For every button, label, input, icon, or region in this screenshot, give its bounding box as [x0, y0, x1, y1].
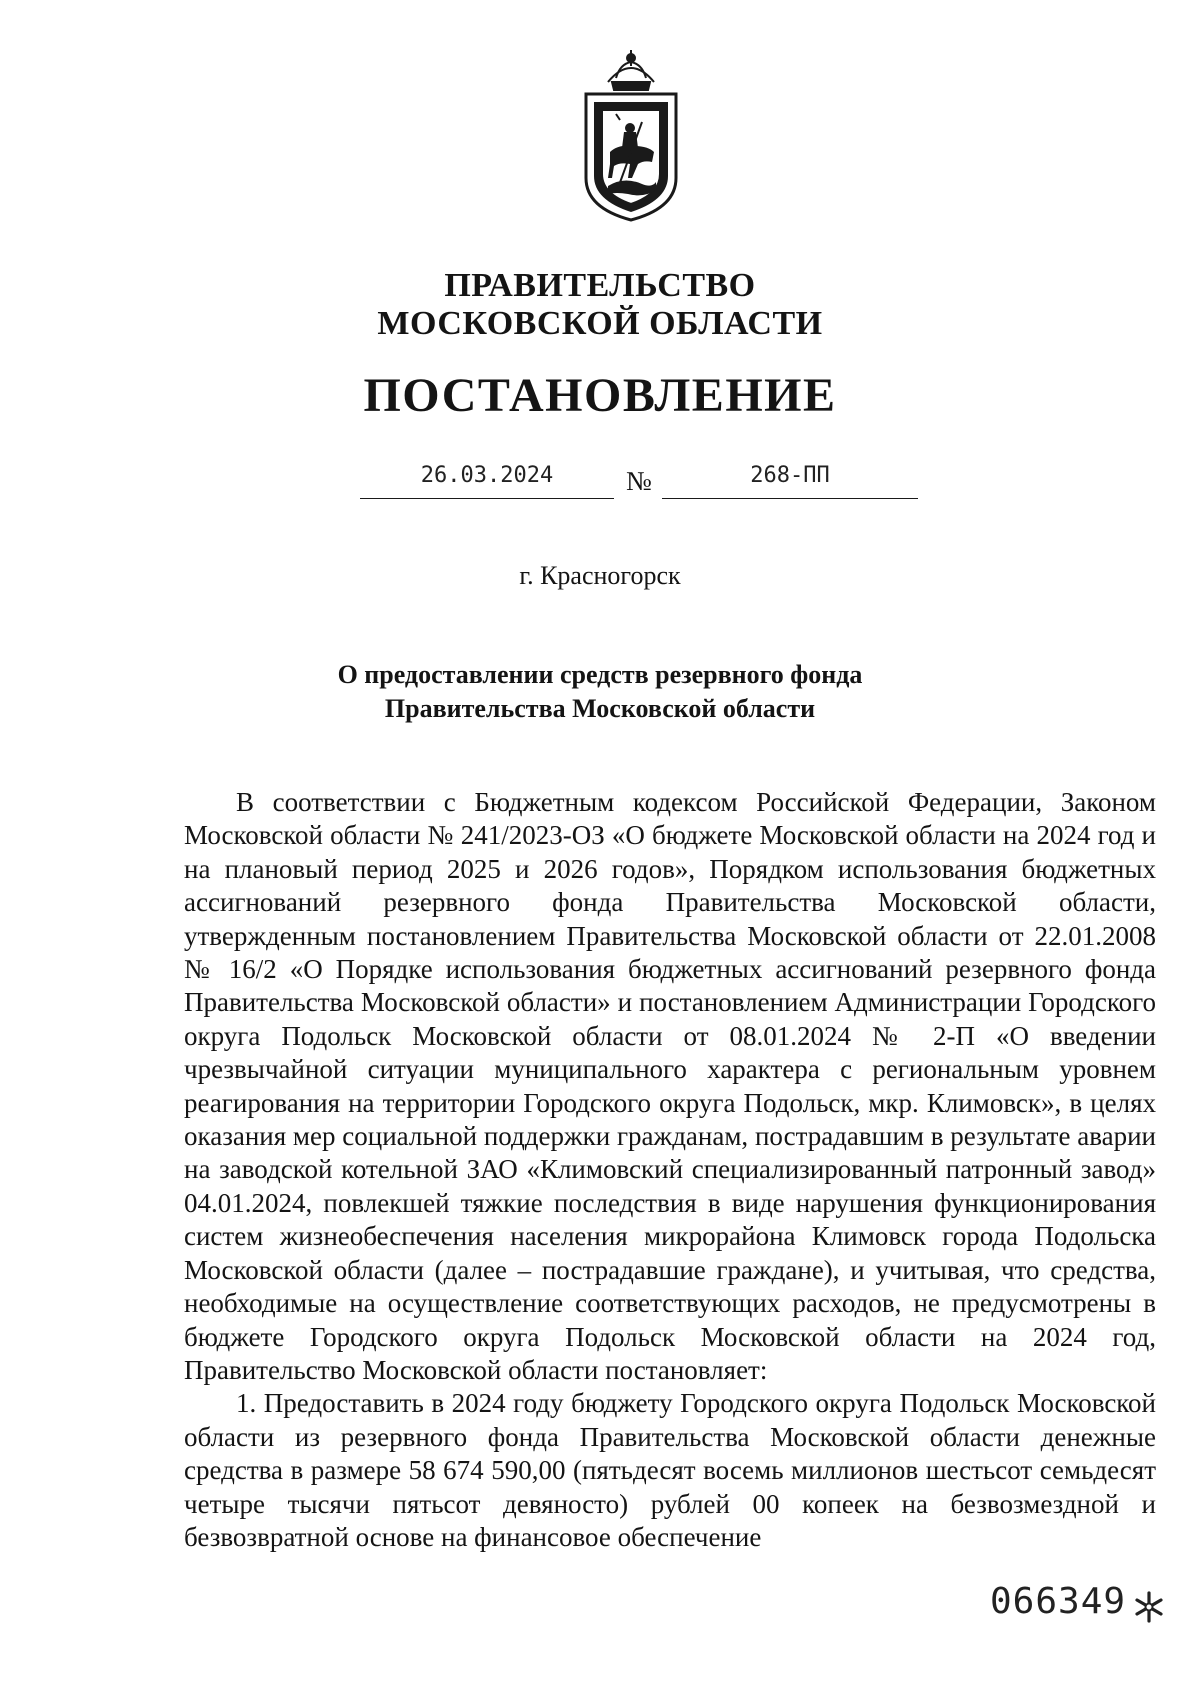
body-paragraph-preamble: В соответствии с Бюджетным кодексом Российской Федерации, Законом Московской области № 241/2023-ОЗ «О бюджете Московской области на 2024 год и на плановый период 2025 и 2026 годов», Порядком использования бюджетных ассигнований резервного фонда Правительства Московской области, утвержденным постановлением Правительства Московской области от 22.01.2008 № 16/2 «О Порядке использования бюджетных ассигнований резервного фонда Правительства Московской области» и постановлением Администрации Городского округа Подольск Московской области от 08.01.2024 № 2-П «О введении чрезвычайной ситуации муниципального характера с региональным уровнем реагирования на территории Городского округа Подольск, мкр. Климовск», в целях оказания мер социальной поддержки гражданам, пострадавшим в результате аварии на заводской котельной ЗАО «Климовский специализированный патронный завод» 04.01.2024, повлекшей тяжкие последствия в виде нарушения функционирования систем жизнеобеспечения населения микрорайона Климовск города Подольска Московской области (далее – пострадавшие граждане), и учитывая, что средства, необходимые на осуществление соответствующих расходов, не предусмотрены в бюджете Городского округа Подольск Московской области на 2024 год, Правительство Московской области постановляет:: [184, 787, 1156, 1385]
registration-row: [360, 458, 920, 502]
government-name-line1: ПРАВИТЕЛЬСТВО: [444, 267, 756, 304]
place-of-issue: г. Красногорск: [519, 561, 681, 590]
document-body: [184, 786, 1156, 1554]
document-subject-line1: О предоставлении средств резервного фонда: [337, 660, 863, 689]
document-number: 268-ПП: [662, 458, 918, 499]
document-kind-title: ПОСТАНОВЛЕНИЕ: [363, 369, 837, 422]
body-paragraph-item-1: 1. Предоставить в 2024 году бюджету Городского округа Подольск Московской области из резервного фонда Правительства Московской области денежные средства в размере 58 674 590,00 (пятьдесят восемь миллионов шестьсот семьдесят четыре тысячи пятьсот девяносто) рублей 00 копеек на безвозмездной и безвозвратной основе на финансовое обеспечение: [184, 1388, 1156, 1552]
document-date: 26.03.2024: [360, 458, 614, 499]
moscow-oblast-coat-of-arms-icon: [568, 48, 694, 224]
asterisk-icon: [1132, 1590, 1166, 1624]
number-sign: №: [626, 466, 652, 496]
document-subject-line2: Правительства Московской области: [384, 694, 816, 723]
form-serial-number: 066349: [990, 1581, 1127, 1622]
government-name-line2: МОСКОВСКОЙ ОБЛАСТИ: [377, 305, 823, 342]
